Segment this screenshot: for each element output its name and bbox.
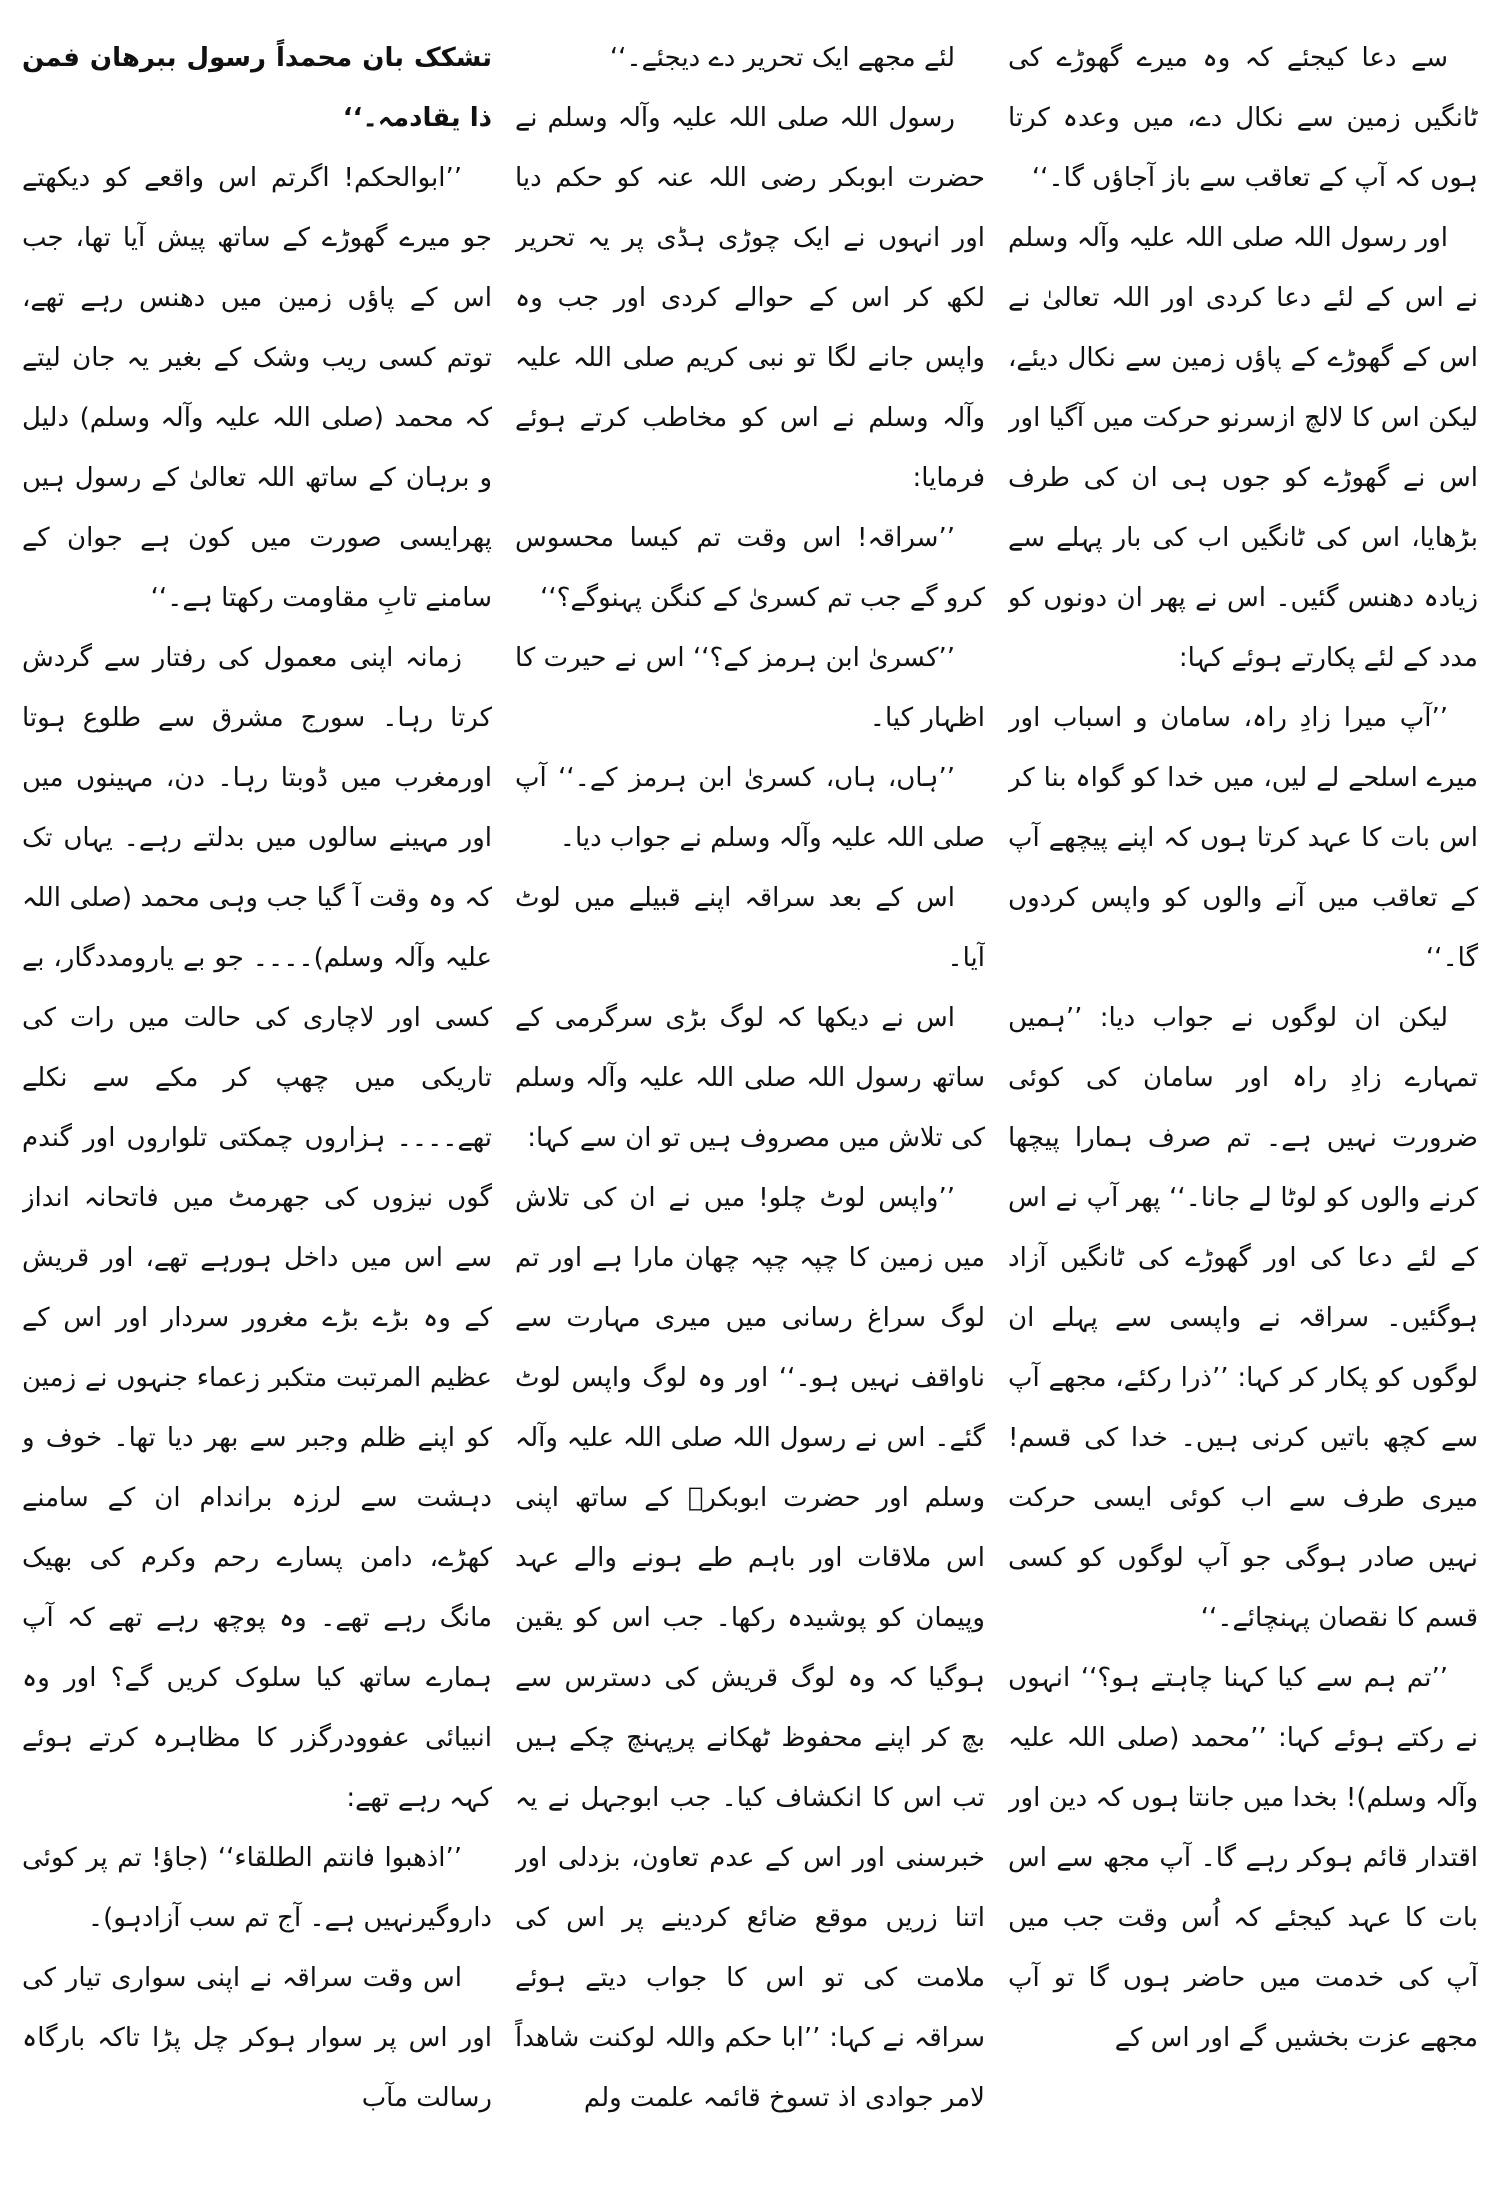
paragraph: اور رسول اللہ صلی اللہ علیہ وآلہ وسلم نے اس کے لئے دعا کردی اور اللہ تعالیٰ نے اس کے گھوڑے کے پاؤں زمین سے نکال دیئے، لیکن اس کا لالچ ازسرنو حرکت میں آگیا اور اس نے گھوڑے کو جوں ہی ان کی طرف بڑھایا، اس کی ٹانگیں اب کی بار پہلے سے زیادہ دھنس گئیں۔ اس نے پھر ان دونوں کو مدد کے لئے پکارتے ہوئے کہا: <box>1008 223 1478 673</box>
text-column-left <box>22 28 492 2178</box>
paragraph: ’’سراقہ! اس وقت تم کیسا محسوس کرو گے جب تم کسریٰ کے کنگن پہنوگے؟‘‘ <box>515 523 985 613</box>
paragraph: اس وقت سراقہ نے اپنی سواری تیار کی اور اس پر سوار ہوکر چل پڑا تاکہ بارگاہ رسالت مآب <box>22 1963 492 2113</box>
paragraph: ’’اذھبوا فانتم الطلقاء‘‘ (جاؤ! تم پر کوئی داروگیرنہیں ہے۔ آج تم سب آزادہو)۔ <box>22 1843 492 1933</box>
paragraph: زمانہ اپنی معمول کی رفتار سے گردش کرتا رہا۔ سورج مشرق سے طلوع ہوتا اورمغرب میں ڈوبتا رہا۔ دن، مہینوں میں اور مہینے سالوں میں بدلتے رہے۔ یہاں تک کہ وہ وقت آ گیا جب وہی محمد (صلی اللہ علیہ وآلہ وسلم)۔۔۔۔ جو بے یارومددگار، بے کسی اور لاچاری کی حالت میں رات کی تاریکی میں چھپ کر مکے سے نکلے تھے۔۔۔۔ ہزاروں چمکتی تلواروں اور گندم گوں نیزوں کی جھرمٹ میں فاتحانہ انداز سے اس میں داخل ہورہے تھے، اور قریش کے وہ بڑے بڑے مغرور سردار اور اس کے عظیم المرتبت متکبر زعماء جنہوں نے زمین کو اپنے ظلم وجبر سے بھر دیا تھا۔ خوف و دہشت سے لرزہ براندام ان کے سامنے کھڑے، دامن پسارے رحم وکرم کی بھیک مانگ رہے تھے۔ وہ پوچھ رہے تھے کہ آپ ہمارے ساتھ کیا سلوک کریں گے؟ اور وہ انبیائی عفوودرگزر کا مظاہرہ کرتے ہوئے کہہ رہے تھے: <box>22 643 492 1813</box>
paragraph: ’’کسریٰ ابن ہرمز کے؟‘‘ اس نے حیرت کا اظہار کیا۔ <box>515 643 985 733</box>
paragraph: سے دعا کیجئے کہ وہ میرے گھوڑے کی ٹانگیں زمین سے نکال دے، میں وعدہ کرتا ہوں کہ آپ کے تعاقب سے باز آجاؤں گا۔‘‘ <box>1008 43 1478 193</box>
paragraph: رسول اللہ صلی اللہ علیہ وآلہ وسلم نے حضرت ابوبکر رضی اللہ عنہ کو حکم دیا اور انہوں نے ایک چوڑی ہڈی پر یہ تحریر لکھ کر اس کے حوالے کردی اور جب وہ واپس جانے لگا تو نبی کریم صلی اللہ علیہ وآلہ وسلم نے اس کو مخاطب کرتے ہوئے فرمایا: <box>515 103 985 493</box>
paragraph: لیکن ان لوگوں نے جواب دیا: ’’ہمیں تمہارے زادِ راہ اور سامان کی کوئی ضرورت نہیں ہے۔ تم صرف ہمارا پیچھا کرنے والوں کو لوٹا لے جانا۔‘‘ پھر آپ نے اس کے لئے دعا کی اور گھوڑے کی ٹانگیں آزاد ہوگئیں۔ سراقہ نے واپسی سے پہلے ان لوگوں کو پکار کر کہا: ’’ذرا رکئے، مجھے آپ سے کچھ باتیں کرنی ہیں۔ خدا کی قسم! میری طرف سے اب کوئی ایسی حرکت نہیں صادر ہوگی جو آپ لوگوں کو کسی قسم کا نقصان پہنچائے۔‘‘ <box>1008 1003 1478 1633</box>
paragraph: تشکک بان محمداً رسول ببرھان فمن ذا یقادمہ۔‘‘ <box>22 43 492 133</box>
paragraph: لئے مجھے ایک تحریر دے دیجئے۔‘‘ <box>609 43 955 73</box>
text-column-right <box>1008 28 1478 2178</box>
paragraph: اس کے بعد سراقہ اپنے قبیلے میں لوٹ آیا۔ <box>515 883 985 973</box>
paragraph: ’’تم ہم سے کیا کہنا چاہتے ہو؟‘‘ انہوں نے رکتے ہوئے کہا: ’’محمد (صلی اللہ علیہ وآلہ وسلم)! بخدا میں جانتا ہوں کہ دین اور اقتدار قائم ہوکر رہے گا۔ آپ مجھ سے اس بات کا عہد کیجئے کہ اُس وقت جب میں آپ کی خدمت میں حاضر ہوں گا تو آپ مجھے عزت بخشیں گے اور اس کے <box>1008 1663 1478 2053</box>
text-column-middle <box>515 28 985 2178</box>
paragraph: ’’ہاں، ہاں، کسریٰ ابن ہرمز کے۔‘‘ آپ صلی اللہ علیہ وآلہ وسلم نے جواب دیا۔ <box>515 763 985 853</box>
paragraph: ’’ابوالحکم! اگرتم اس واقعے کو دیکھتے جو میرے گھوڑے کے ساتھ پیش آیا تھا، جب اس کے پاؤں زمین میں دھنس رہے تھے، توتم کسی ریب وشک کے بغیر یہ جان لیتے کہ محمد (صلی اللہ علیہ وآلہ وسلم) دلیل و برہان کے ساتھ اللہ تعالیٰ کے رسول ہیں پھرایسی صورت میں کون ہے جوان کے سامنے تابِ مقاومت رکھتا ہے۔‘‘ <box>22 163 492 613</box>
paragraph: ’’واپس لوٹ چلو! میں نے ان کی تلاش میں زمین کا چپہ چپہ چھان مارا ہے اور تم لوگ سراغ رسانی میں میری مہارت سے ناواقف نہیں ہو۔‘‘ اور وہ لوگ واپس لوٹ گئے۔ اس نے رسول اللہ صلی اللہ علیہ وآلہ وسلم اور حضرت ابوبکرؓ کے ساتھ اپنی اس ملاقات اور باہم طے ہونے والے عہد وپیمان کو پوشیدہ رکھا۔ جب اس کو یقین ہوگیا کہ وہ لوگ قریش کی دسترس سے بچ کر اپنے محفوظ ٹھکانے پرپہنچ چکے ہیں تب اس کا انکشاف کیا۔ جب ابوجہل نے یہ خبرسنی اور اس کے عدم تعاون، بزدلی اور اتنا زریں موقع ضائع کردینے پر اس کی ملامت کی تو اس کا جواب دیتے ہوئے سراقہ نے کہا: ’’ابا حکم واللہ لوکنت شاھداً لامر جوادی اذ تسوخ قائمہ علمت ولم <box>515 1183 985 2113</box>
paragraph: اس نے دیکھا کہ لوگ بڑی سرگرمی کے ساتھ رسول اللہ صلی اللہ علیہ وآلہ وسلم کی تلاش میں مصروف ہیں تو ان سے کہا: <box>515 1003 985 1153</box>
paragraph: ’’آپ میرا زادِ راہ، سامان و اسباب اور میرے اسلحے لے لیں، میں خدا کو گواہ بنا کر اس بات کا عہد کرتا ہوں کہ اپنے پیچھے آپ کے تعاقب میں آنے والوں کو واپس کردوں گا۔‘‘ <box>1008 703 1478 973</box>
